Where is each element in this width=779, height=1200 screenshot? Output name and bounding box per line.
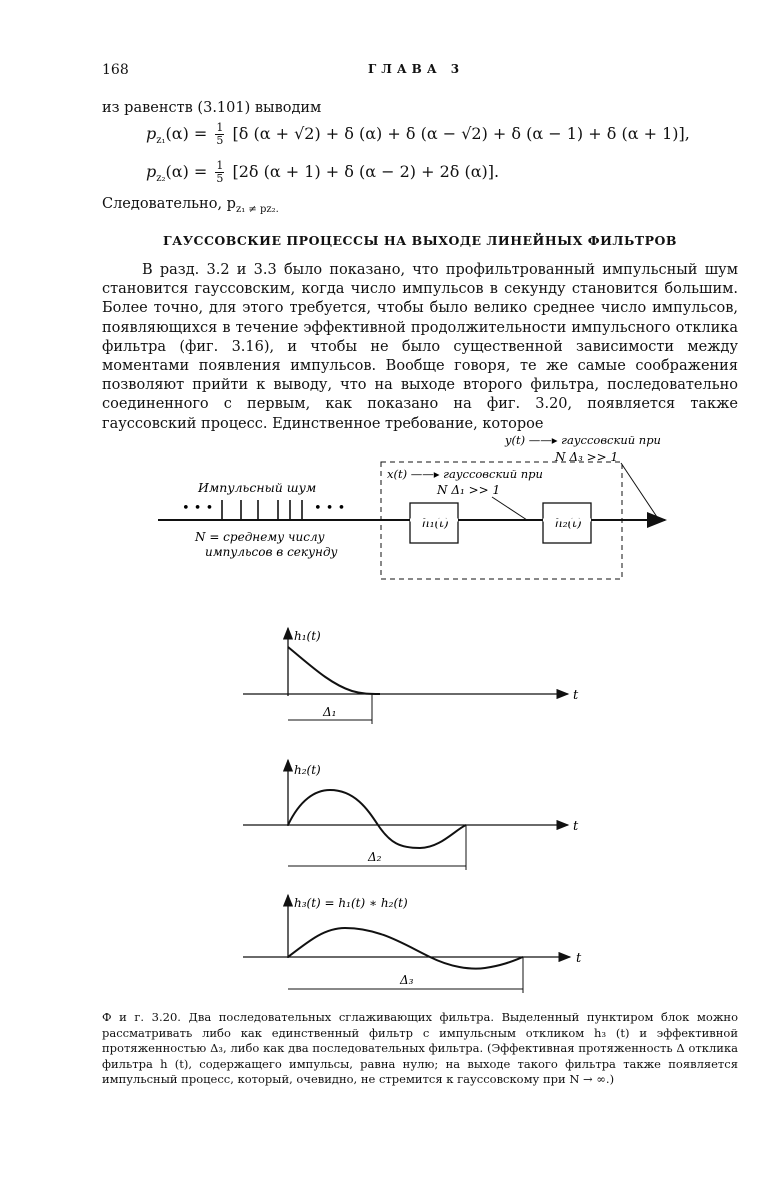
plot-h2	[243, 760, 579, 870]
plot-h3	[243, 895, 582, 993]
frac-num: 1	[216, 159, 224, 172]
n-label-line2: импульсов в секунду	[205, 545, 338, 559]
impulse-train	[222, 500, 302, 520]
section-title: ГАУССОВСКИЕ ПРОЦЕССЫ НА ВЫХОДЕ ЛИНЕЙНЫХ ФИЛЬТРОВ	[163, 233, 677, 248]
yt-pointer	[621, 463, 659, 520]
plot1-curve	[288, 647, 380, 694]
formula-2-sub: z₂	[156, 173, 166, 185]
paragraph-text: В разд. 3.2 и 3.3 было показано, что профильтрованный импульсный шум становится гауссовским, когда число импульсов в секунду становится большим. Более точно, для этого требуется, чтобы было велико среднее число импульсов, появляющихся в течение эффективной продолжительности импульсного отклика фильтра (фиг. 3.16), и чтобы не было существенной зависимости между моментами появления импульсов. Вообще говоря, те же самые соображения позволяют прийти к выводу, что на выходе второго фильтра, последовательно соединенного с первым, как показано на фиг. 3.20, появляется также гауссовский процесс. Единственное требование, которое	[102, 262, 738, 432]
n-label-line1: N = среднему числу	[195, 530, 325, 544]
plot3-t-label: t	[576, 951, 582, 966]
plot1-delta: Δ₁	[323, 705, 337, 719]
yt-label: y(t) ——▸ гауссовский при	[505, 433, 661, 447]
plot2-label: h₂(t)	[294, 763, 321, 777]
page-number: 168	[102, 62, 129, 78]
block-diagram	[158, 433, 665, 579]
conclusion-rest: z₁ ≠ p	[235, 203, 267, 215]
formula-2-lhs: p	[146, 162, 157, 181]
formula-1-lhs: p	[146, 124, 157, 143]
filter-h1-label: h₁(t)	[422, 516, 449, 530]
dots-left: • • •	[182, 501, 214, 516]
plot2-t-label: t	[573, 819, 579, 834]
formula-1-rhs: [δ (α + √2) + δ (α) + δ (α − √2) + δ (α − 1) + δ (α + 1)],	[232, 124, 690, 143]
xt-pointer	[492, 497, 527, 520]
formula-2-arg: (α) =	[165, 162, 208, 181]
dots-right: • • •	[314, 501, 346, 516]
conclusion-end: z₂.	[266, 203, 279, 215]
xt-label: x(t) ——▸ гауссовский при	[387, 467, 543, 481]
formula-1-sub: z₁	[156, 135, 166, 147]
conclusion-text: Следовательно, p	[102, 196, 236, 212]
plot3-delta: Δ₃	[400, 973, 414, 987]
formula-1-arg: (α) =	[165, 124, 208, 143]
xt-condition: N Δ₁ >> 1	[437, 483, 501, 497]
filter-h2-label: h₂(t)	[555, 516, 582, 530]
formula-2-rhs: [2δ (α + 1) + δ (α − 2) + 2δ (α)].	[232, 162, 500, 181]
plot1-label: h₁(t)	[294, 629, 321, 643]
yt-condition: N Δ₃ >> 1	[555, 450, 619, 464]
chapter-title: ГЛАВА 3	[368, 62, 465, 76]
plot-h1	[243, 628, 579, 724]
impulse-noise-label: Импульсный шум	[198, 480, 317, 495]
figure-caption: Ф и г. 3.20. Два последовательных сглаживающих фильтра. Выделенный пунктиром блок можно рассматривать либо как единственный фильтр с импульсным откликом h₃ (t) и эффективной протяженностью Δ₃, либо как два последовательных фильтра. (Эффективная протяженность Δ отклика фильтра h (t), содержащего импульсы, равна нулю; на выходе такого фильтра также появляется импульсный процесс, который, очевидно, не стремится к гауссовскому при N → ∞.)	[102, 1010, 738, 1086]
plot2-curve	[288, 790, 466, 848]
plot2-delta: Δ₂	[368, 850, 382, 864]
intro-text: из равенств (3.101) выводим	[102, 100, 322, 116]
plot1-t-label: t	[573, 688, 579, 703]
frac-num: 1	[216, 121, 224, 134]
frac-den: 5	[216, 172, 224, 185]
plot3-curve	[288, 928, 523, 969]
frac-den: 5	[216, 134, 224, 147]
plot3-label: h₃(t) = h₁(t) ∗ h₂(t)	[294, 896, 408, 910]
